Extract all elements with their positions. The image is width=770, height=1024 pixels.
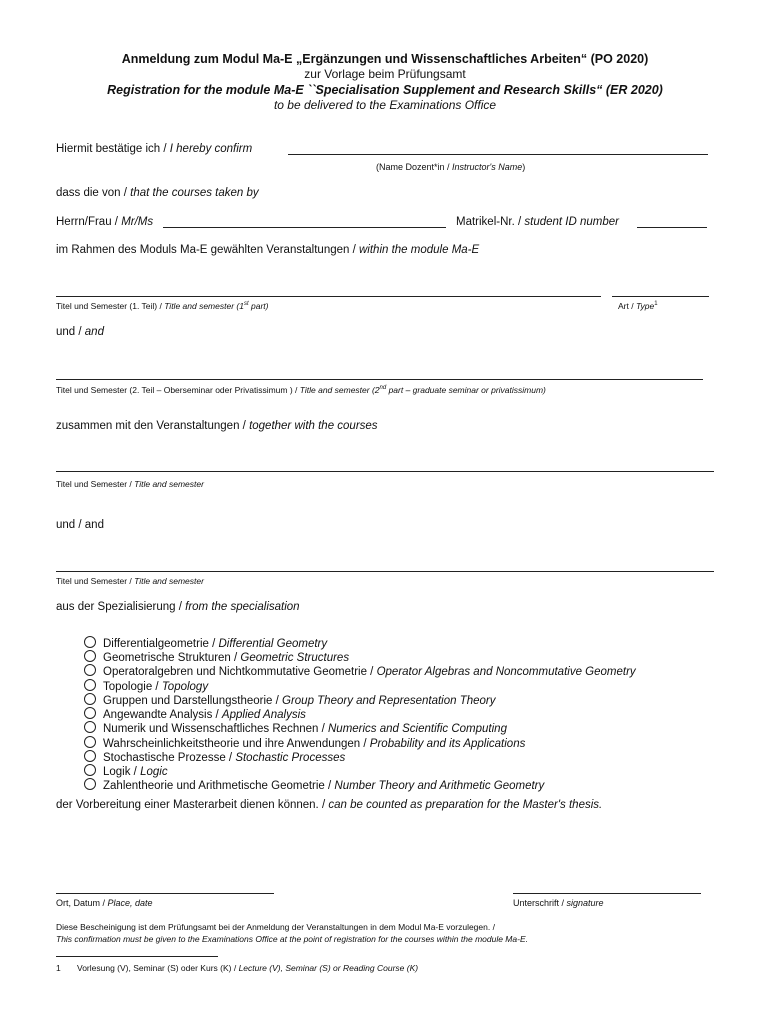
radio-circle-icon[interactable] [84,750,96,762]
instructor-name-field[interactable] [288,154,708,155]
place-date-field[interactable] [56,893,274,894]
radio-circle-icon[interactable] [84,764,96,776]
radio-circle-icon[interactable] [84,650,96,662]
and-label-1: und / and [56,326,104,338]
footnote-divider [56,956,218,957]
part2-title-field[interactable] [56,379,703,380]
signature-field[interactable] [513,893,701,894]
specialisation-option[interactable]: Wahrscheinlichkeitstheorie und ihre Anwendungen / Probability and its Applications [84,736,525,750]
part1-caption: Titel und Semester (1. Teil) / Title and semester (1st part) [56,301,269,311]
specialisation-option[interactable]: Geometrische Strukturen / Geometric Structures [84,650,349,664]
radio-circle-icon[interactable] [84,721,96,733]
radio-circle-icon[interactable] [84,707,96,719]
signature-caption: Unterschrift / signature [513,898,604,908]
thesis-label: der Vorbereitung einer Masterarbeit dienen können. / can be counted as preparation for the Master's thesis. [56,799,603,811]
form-title-de: Anmeldung zum Modul Ma-E „Ergänzungen und Wissenschaftliches Arbeiten“ (PO 2020) [121,52,649,66]
specialisation-option[interactable]: Logik / Logic [84,764,168,778]
course3-caption: Titel und Semester / Title and semester [56,479,204,489]
courses-taken-label: dass die von / that the courses taken by [56,187,259,199]
radio-circle-icon[interactable] [84,693,96,705]
specialisation-option[interactable]: Operatoralgebren und Nichtkommutative Geometrie / Operator Algebras and Noncommutative Geometry [84,664,636,678]
notice-en: This confirmation must be given to the Examinations Office at the point of registration for the courses within the module Ma-E. [56,934,528,944]
course4-caption: Titel und Semester / Title and semester [56,576,204,586]
notice-de: Diese Bescheinigung ist dem Prüfungsamt bei der Anmeldung der Veranstaltungen in dem Modul Ma-E vorzulegen. / [56,922,495,932]
radio-circle-icon[interactable] [84,679,96,691]
place-date-caption: Ort, Datum / Place, date [56,898,153,908]
specialisation-option[interactable]: Zahlentheorie und Arithmetische Geometrie / Number Theory and Arithmetic Geometry [84,778,544,792]
footnote-text: Vorlesung (V), Seminar (S) oder Kurs (K) / Lecture (V), Seminar (S) or Reading Course (K) [77,963,419,973]
specialisation-option[interactable]: Topologie / Topology [84,679,208,693]
instructor-name-caption: (Name Dozent*in / Instructor's Name) [376,162,526,172]
student-id-label: Matrikel-Nr. / student ID number [456,216,619,228]
student-id-field[interactable] [637,227,707,228]
specialisation-option[interactable]: Stochastische Prozesse / Stochastic Processes [84,750,345,764]
radio-circle-icon[interactable] [84,778,96,790]
footnote-number: 1 [56,963,61,973]
course4-title-field[interactable] [56,571,714,572]
together-label: zusammen mit den Veranstaltungen / together with the courses [56,420,378,432]
part1-type-field[interactable] [612,296,709,297]
student-name-field[interactable] [163,227,446,228]
specialisation-option[interactable]: Angewandte Analysis / Applied Analysis [84,707,306,721]
form-subtitle-en: to be delivered to the Examinations Office [273,98,497,112]
part1-type-caption: Art / Type$^1$ [618,301,658,311]
part2-caption: Titel und Semester (2. Teil – Oberseminar oder Privatissimum ) / Title and semester (2nd part – graduate seminar or privatissimum) [56,385,546,395]
specialisation-option[interactable]: Numerik und Wissenschaftliches Rechnen / Numerics and Scientific Computing [84,721,507,735]
module-label: im Rahmen des Moduls Ma-E gewählten Veranstaltungen / within the module Ma-E [56,244,480,256]
course3-title-field[interactable] [56,471,714,472]
radio-circle-icon[interactable] [84,664,96,676]
student-name-label: Herrn/Frau / Mr/Ms [56,216,154,228]
part1-title-field[interactable] [56,296,601,297]
form-subtitle-de: zur Vorlage beim Prüfungsamt [304,67,466,81]
form-title-en: Registration for the module Ma-E ``Specialisation Supplement and Research Skills“ (ER 2020) [107,83,663,97]
radio-circle-icon[interactable] [84,736,96,748]
specialisation-label: aus der Spezialisierung / from the specialisation [56,601,300,613]
confirm-label: Hiermit bestätige ich / I hereby confirm [56,143,253,155]
radio-circle-icon[interactable] [84,636,96,648]
specialisation-option[interactable]: Differentialgeometrie / Differential Geometry [84,636,327,650]
specialisation-option[interactable]: Gruppen und Darstellungstheorie / Group Theory and Representation Theory [84,693,496,707]
and-label-2: und / and [56,519,104,531]
